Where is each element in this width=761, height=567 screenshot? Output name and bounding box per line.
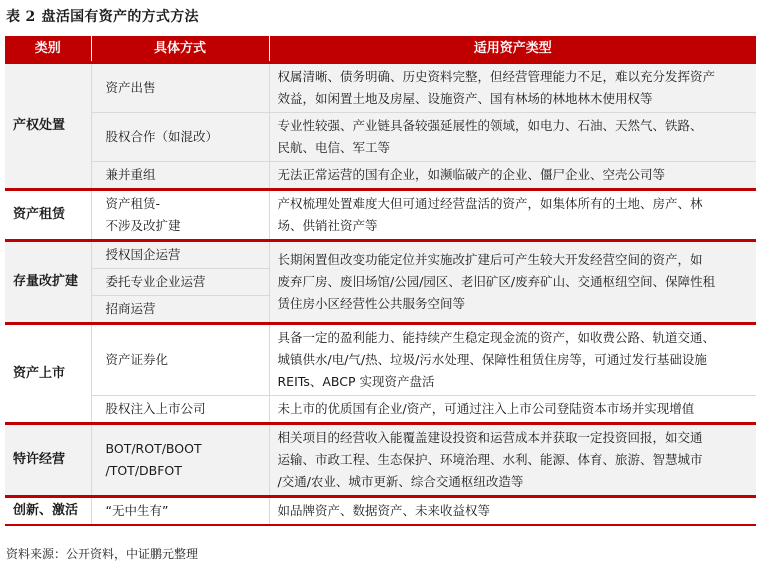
asset-type-line: 长期闲置但改变功能定位并实施改扩建后可产生较大开发经营空间的资产，如 [277, 252, 703, 267]
header-method: 具体方式 [91, 36, 269, 63]
category-cell: 资产租赁 [5, 190, 91, 241]
method-cell: 资产证券化 [91, 324, 269, 396]
table-row [5, 396, 756, 424]
asset-type-cell [269, 241, 756, 324]
asset-type-line: 未上市的优质国有企业/资产，可通过注入上市公司登陆资本市场并实现增值 [277, 401, 695, 416]
asset-type-line: 具备一定的盈利能力、能持续产生稳定现金流的资产，如收费公路、轨道交通、 [277, 330, 716, 345]
asset-type-line: 产权梳理处置难度大但可通过经营盘活的资产，如集体所有的土地、房产、林 [277, 196, 703, 211]
table-row [5, 63, 756, 113]
header-row [5, 36, 756, 63]
asset-type-line: REITs、ABCP 实现资产盘活 [277, 374, 435, 389]
asset-type-line: 场、供销社资产等 [277, 218, 378, 233]
asset-type-line: 运输、市政工程、生态保护、环境治理、水利、能源、体育、旅游、智慧城市 [277, 452, 703, 467]
table-body [5, 63, 756, 526]
asset-type-cell [269, 63, 756, 113]
asset-type-line: 废弃厂房、废旧场馆/公园/园区、老旧矿区/废弃矿山、交通枢纽空间、保障性租 [277, 274, 716, 289]
header-asset-type: 适用资产类型 [269, 36, 756, 63]
table-row [5, 162, 756, 190]
method-line: 资产租赁- [105, 196, 161, 211]
asset-type-line: 民航、电信、军工等 [277, 140, 391, 155]
method-line: /TOT/DBFOT [105, 463, 182, 478]
asset-type-cell [269, 190, 756, 241]
method-cell: 股权注入上市公司 [91, 396, 269, 424]
method-cell: 股权合作（如混改） [91, 113, 269, 162]
asset-type-cell [269, 162, 756, 190]
asset-type-line: 赁住房小区经营性公共服务空间等 [277, 296, 466, 311]
method-cell: 资产出售 [91, 63, 269, 113]
method-cell: 兼并重组 [91, 162, 269, 190]
table-title-text: 盘活国有资产的方式方法 [41, 9, 199, 25]
asset-type-line: 专业性较强、产业链具备较强延展性的领域，如电力、石油、天然气、铁路、 [277, 118, 703, 133]
method-cell [91, 424, 269, 497]
method-line: 不涉及改扩建 [105, 218, 181, 233]
method-line: BOT/ROT/BOOT [105, 441, 202, 456]
header-category: 类别 [5, 36, 91, 63]
asset-type-line: 效益，如闲置土地及房屋、设施资产、国有林场的林地林木使用权等 [277, 91, 653, 106]
category-cell: 创新、激活 [5, 497, 91, 526]
asset-type-cell [269, 113, 756, 162]
method-cell: “无中生有” [91, 497, 269, 526]
method-cell: 授权国企运营 [91, 241, 269, 269]
asset-type-line: 权属清晰、债务明确、历史资料完整，但经营管理能力不足，难以充分发挥资产 [277, 69, 716, 84]
category-cell: 存量改扩建 [5, 241, 91, 324]
method-cell: 委托专业企业运营 [91, 269, 269, 296]
table-row [5, 113, 756, 162]
table-row [5, 324, 756, 396]
asset-type-line: 相关项目的经营收入能覆盖建设投资和运营成本并获取一定投资回报，如交通 [277, 430, 703, 445]
table-number: 表 2 [6, 9, 36, 25]
asset-type-line: 无法正常运营的国有企业，如濒临破产的企业、僵尸企业、空壳公司等 [277, 167, 666, 182]
asset-methods-table [5, 36, 756, 526]
category-cell: 资产上市 [5, 324, 91, 424]
table-row [5, 424, 756, 497]
asset-type-cell [269, 324, 756, 396]
method-cell: 招商运营 [91, 296, 269, 324]
table-row [5, 190, 756, 241]
source-note: 资料来源：公开资料，中证鹏元整理 [6, 547, 199, 561]
asset-type-cell [269, 424, 756, 497]
category-cell: 产权处置 [5, 63, 91, 190]
table-title [6, 6, 199, 26]
table-row [5, 241, 756, 269]
method-cell [91, 190, 269, 241]
asset-type-line: 城镇供水/电/气/热、垃圾/污水处理、保障性租赁住房等，可通过发行基础设施 [277, 352, 707, 367]
asset-type-line: 如品牌资产、数据资产、未来收益权等 [277, 503, 491, 518]
asset-type-line: /交通/农业、城市更新、综合交通枢纽改造等 [277, 474, 524, 489]
category-cell: 特许经营 [5, 424, 91, 497]
table-row [5, 497, 756, 526]
asset-type-cell [269, 497, 756, 526]
asset-type-cell [269, 396, 756, 424]
